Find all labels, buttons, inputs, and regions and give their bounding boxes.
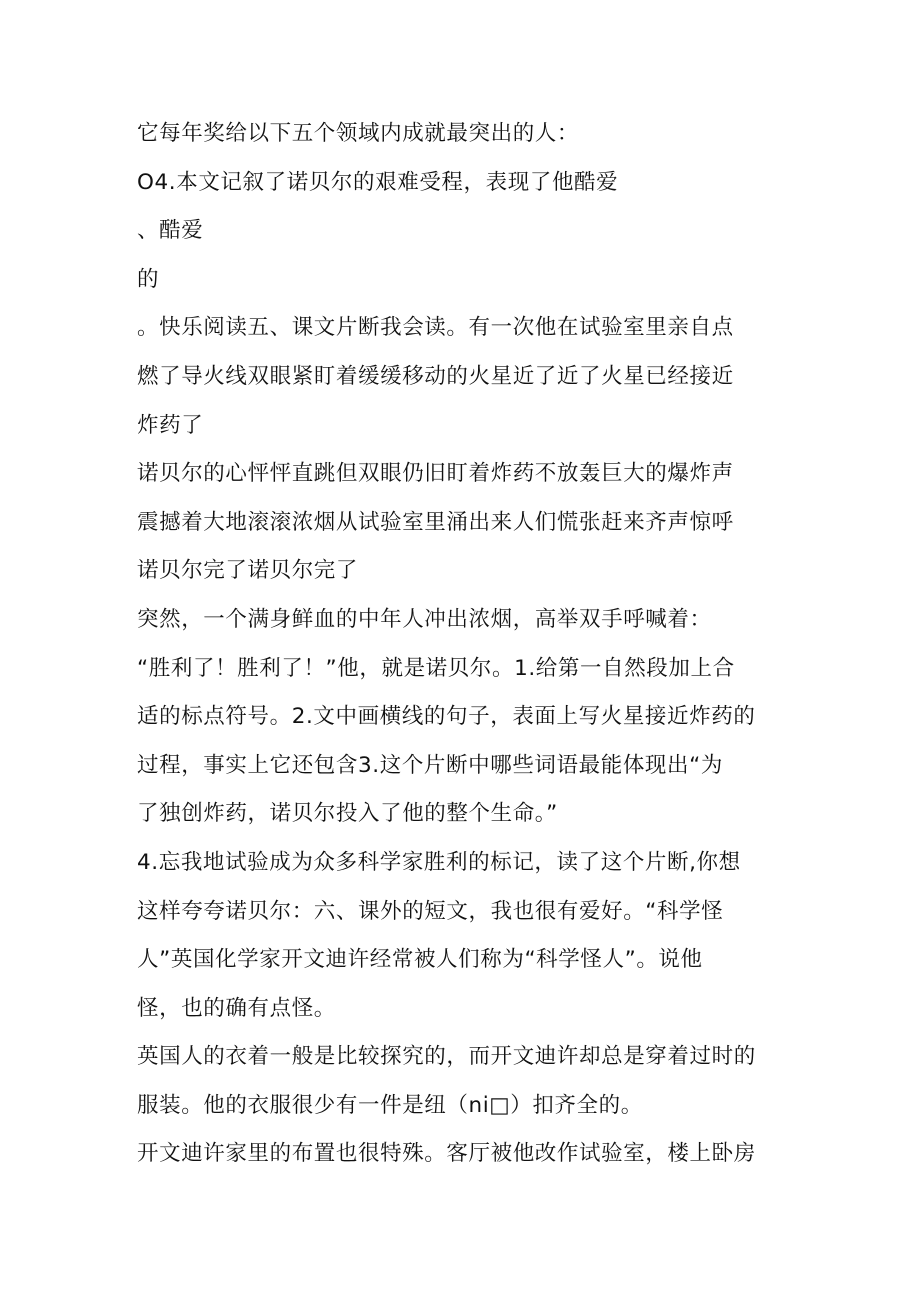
text-line-9: 震撼着大地滚滚浓烟从试验室里涌出来人们慌张赶来齐声惊呼 [137,509,734,535]
text-line-8: 诺贝尔的心怦怦直跳但双眼仍旧盯着炸药不放轰巨大的爆炸声 [137,461,734,487]
text-line-5: 。快乐阅读五、课文片断我会读。有一次他在试验室里亲自点 [137,315,734,341]
text-line-12: “胜利了！胜利了！”他，就是诺贝尔。1.给第一自然段加上合 [137,655,735,681]
text-line-21: 服装。他的衣服很少有一件是纽（ni□）扣齐全的。 [137,1092,643,1118]
text-line-13: 适的标点符号。2.文中画横线的句子，表面上写火星接近炸药的 [137,704,756,730]
text-line-7: 炸药了 [137,412,204,438]
text-line-20: 英国人的衣着一般是比较探究的，而开文迪许却总是穿着过时的 [137,1044,756,1070]
text-line-1: 它每年奖给以下五个领域内成就最突出的人： [137,121,580,146]
text-line-10: 诺贝尔完了诺贝尔完了 [137,558,359,584]
text-line-6: 燃了导火线双眼紧盯着缓缓移动的火星近了近了火星已经接近 [137,363,734,389]
text-line-4: 的 [137,266,160,292]
text-line-17: 这样夸夸诺贝尔：六、课外的短文，我也很有爱好。“科学怪 [137,898,724,924]
text-line-14: 过程，事实上它还包含3.这个片断中哪些词语最能体现出“为 [137,752,723,778]
text-line-16: 4.忘我地试验成为众多科学家胜利的标记，读了这个片断,你想 [137,849,741,875]
text-line-2: O4.本文记叙了诺贝尔的艰难受程，表现了他酷爱 [137,169,619,195]
text-line-15: 了独创炸药，诺贝尔投入了他的整个生命。” [137,801,558,827]
text-line-19: 怪，也的确有点怪。 [137,995,336,1021]
text-line-3: 、酷爱 [137,218,204,244]
text-line-22: 开文迪许家里的布置也很特殊。客厅被他改作试验室，楼上卧房 [137,1141,756,1167]
text-line-11: 突然，一个满身鲜血的中年人冲出浓烟，高举双手呼喊着： [137,606,712,632]
text-line-18: 人”英国化学家开文迪许经常被人们称为“科学怪人”。说他 [137,947,703,973]
document-body [137,110,787,1179]
